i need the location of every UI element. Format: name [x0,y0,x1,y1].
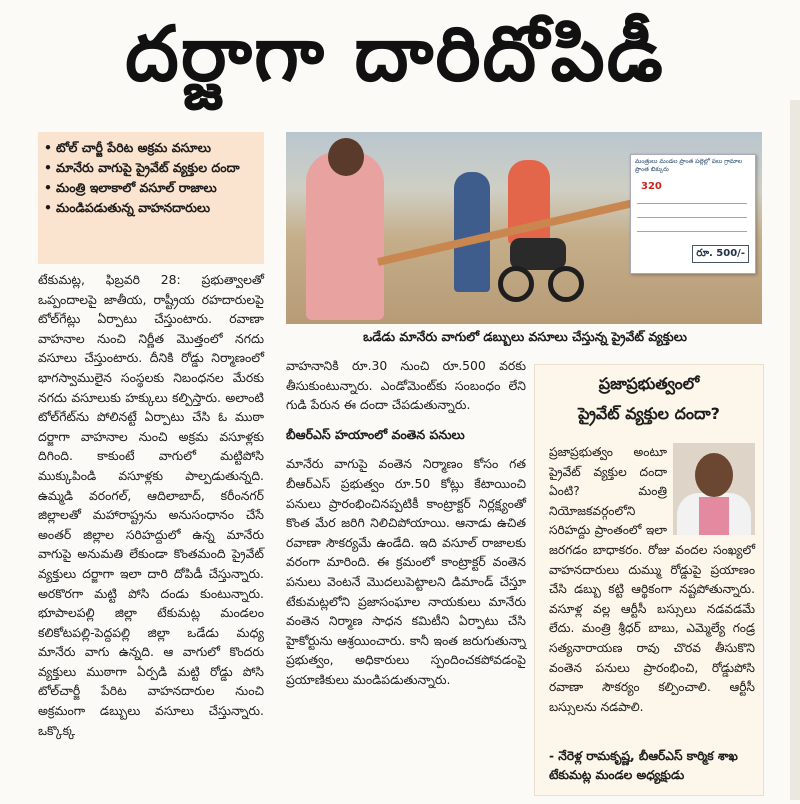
highlight-item: • మండిపడుతున్న వాహనదారులు [44,200,211,215]
article-column-2 [286,356,526,796]
sidebar-signature: - నేరెళ్ల రామకృష్ణ, బీఆర్ఎస్ కార్మిక శాఖ టేకుమట్ల మండల అధ్యక్షుడు [549,749,738,782]
receipt-header: మంత్రులు మండల ప్రాంత పల్లెల్లో పలు గ్రామాల ప్రాంత బిక్కురు [635,158,743,173]
headline: దర్జాగా దారిదోపిడీ [125,9,665,98]
highlights-box [38,132,264,264]
article-paragraph: మానేరు వాగుపై వంతెన నిర్మాణం కోసం గత బీఆర్ఎస్ ప్రభుత్వం రూ.50 కోట్లు కేటాయించి పనులు ప్రారంభించినప్పటికీ కాంట్రాక్టర్ నిర్లక్ష్యంతో కొంత మేర జరిగి నిలిచిపోయాయి. ఆనాడు ఉచిత రవాణా సౌకర్యమే ఉండేది. ఇది వసూల్ రాజాలకు వరంగా మారింది. ఈ క్రమంలో కాంట్రాక్టర్ వంతెన పనులు వెంటనే మొదలుపెట్టాలని డిమాండ్ చేస్తూ టేకుమట్లలోని ప్రజాసంఘాల నాయకులు మానేరు వంతెన నిర్మాణ సాధన కమిటీని ఏర్పాటు చేసి హైకోర్టును ఆశ్రయించారు. కానీ ఇంత జరుగుతున్నా ప్రభుత్వం, అధికారులు స్పందించకపోవడంపై ప్రయాణికులు మండిపడుతున్నారు. [286,456,526,687]
sidebar-body [549,443,755,717]
highlight-item: • టోల్ చార్జీ పేరిట అక్రమ వసూలు [44,140,211,155]
highlight-item: • మంత్రి ఇలాకాలో వసూల్ రాజాలు [44,180,217,195]
article-subheading: బీఆర్ఎస్ హయాంలో వంతెన పనులు [286,426,465,442]
toll-receipt-inset [630,154,756,274]
article-paragraph: వాహనానికి రూ.30 నుంచి రూ.500 వరకు తీసుకుంటున్నారు. ఎండోమెంట్‌కు సంబంధం లేని గుడి పేరున ఈ దందా చేపడుతున్నారు. [286,358,526,413]
person-figure [454,172,490,292]
photo-caption: ఒడేడు మానేరు వాగులో డబ్బులు వసూలు చేస్తున్న ప్రైవేట్ వ్యక్తులు [363,329,687,344]
highlight-item: • మానేరు వాగుపై ప్రైవేట్ వ్యక్తుల దందా [44,160,240,175]
receipt-amount: రూ. 500/- [692,245,749,263]
sidebar-quote: ప్రజాప్రభుత్వం అంటూ ప్రైవేట్ వ్యక్తుల దందా ఏంటి? మంత్రి నియోజకవర్గంలోని సరిహద్దు ప్రాంతంలో ఇలా జరగడం బాధాకరం. రోజు వందల సంఖ్యలో వాహనదారులు దుమ్ము రోడ్డుపై ప్రయాణం చేసి డబ్బు కట్టి ఆర్థికంగా నష్టపోతున్నారు. వసూళ్ల వల్ల ఆర్టీసీ బస్సులు నడవడమే లేదు. మంత్రి శ్రీధర్ బాబు, ఎమ్మెల్యే గండ్ర సత్యనారాయణ రావు చొరవ తీసుకొని వంతెన పనులు ప్రారంభించి, రోడ్డుపోసి రవాణా సౌకర్యం కల్పించాలి. ఆర్టీసీ బస్సులను నడపాలి. [549,445,755,714]
person-figure [306,152,384,320]
article-paragraph: టేకుమట్ల, ఫిబ్రవరి 28: ప్రభుత్వాలతో ఒప్పందాలపై జాతీయ, రాష్ట్రీయ రహదారులపై టోల్‌గేట్లు ఏర్పాటు చేస్తుంటారు. రవాణా వాహనాల నుంచి నిర్ణీత మొత్తంలో నగదు వసూలు చేస్తుంటారు. దీనికి రోడ్డు నిర్మాణంలో భాగస్వాములైన సంస్థలకు నిబంధనల మేరకు నగదు వసూలుకు హక్కులు కల్పిస్తారు. అలాంటి టోల్‌గేట్‌ను పోలినట్టే ఏర్పాటు చేసి ఓ ముఠా దర్జాగా వాహనాల నుంచి అక్రమ వసూళ్లకు దిగింది. కాకుంటే వాగులో మట్టిపోసి ముక్కుపిండి వసూళ్లకు పాల్పడుతున్నది. ఉమ్మడి వరంగల్, ఆదిలాబాద్, కరీంనగర్ జిల్లాలతో మహారాష్ట్రను అనుసంధానం చేసే అంతర్ జిల్లాల సరిహద్దులో ఉన్న మానేరు వాగుపై అనుమతి లేకుండా కొంతమంది ప్రైవేట్ వ్యక్తులు దర్జాగా ఇలా దారి దోపిడీ చేస్తున్నారు. అరకొరగా మట్టి పోసి దండు కుంటున్నారు. భూపాలపల్లి జిల్లా టేకుమట్ల మండలం కలికోటపల్లి-పెద్దపల్లి జిల్లా ఒడేడు మధ్య మానేరు వాగు ఉన్నది. ఆ వాగులో కొందరు వ్యక్తులు ముఠాగా ఏర్పడి మట్టి రోడ్డు పోసి టోల్‌చార్జీ పేరిట వాహనదారుల నుంచి అక్రమంగా డబ్బులు వసూలు చేస్తున్నారు. ఒక్కొక్క [38,272,264,738]
news-photo [286,132,762,324]
portrait-photo [673,443,755,535]
article-column-1 [38,270,264,796]
sidebar-title: ప్రజాప్రభుత్వంలో ప్రైవేట్ వ్యక్తుల దందా? [578,374,720,423]
adjacent-column-edge [790,100,800,800]
quote-sidebar [534,364,764,796]
receipt-number: 320 [641,181,662,192]
